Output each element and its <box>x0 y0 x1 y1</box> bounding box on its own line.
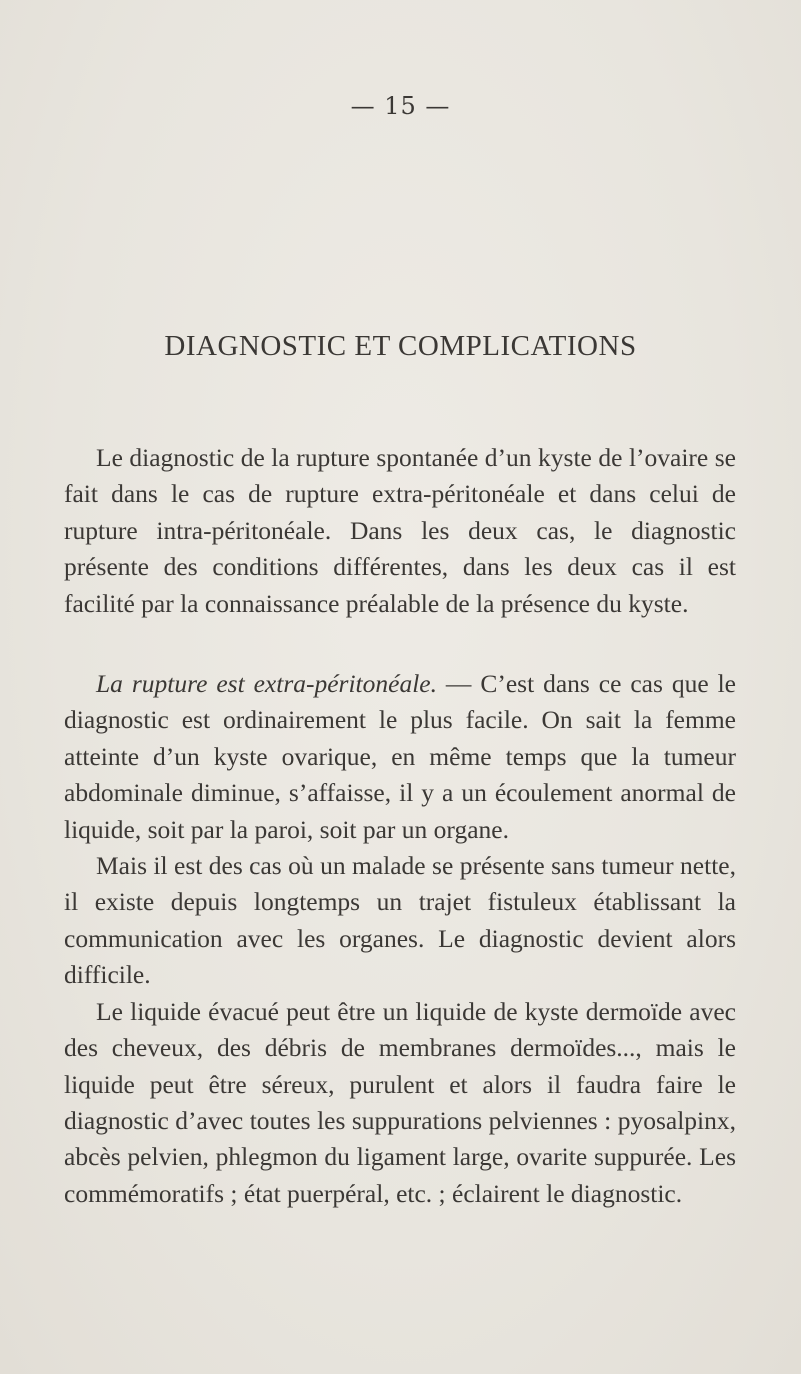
paragraph-intro: Le diagnostic de la rupture spontanée d’un kyste de l’ovaire se fait dans le cas de rupture extra-péritonéale et dans celui de rupture intra-péritonéale. Dans les deux cas, le diagnostic présente des conditions différentes, dans les deux cas il est facilité par la connaissance préalable de la présence du kyste. <box>64 443 736 618</box>
body-text <box>64 440 736 1212</box>
paragraph-fistula: Mais il est des cas où un malade se présente sans tumeur nette, il existe depuis longtemps un trajet fistuleux établissant la communication avec les organes. Le diagnostic devient alors difficile. <box>64 851 736 990</box>
page-number: — 15 — <box>350 92 451 120</box>
section-text: — C’est dans ce cas que le diagnostic est ordinairement le plus facile. On sait la femme atteinte d’un kyste ovarique, en même temps que la tumeur abdominale diminue, s’affaisse, il y a un écoulement anormal de liquide, soit par la paroi, soit par un organe. <box>64 669 736 844</box>
paragraph-extra-peritoneal <box>64 666 736 848</box>
chapter-heading: DIAGNOSTIC ET COMPLICATIONS <box>164 330 637 362</box>
paragraph-liquid: Le liquide évacué peut être un liquide de kyste dermoïde avec des cheveux, des débris de membranes dermoïdes..., mais le liquide peut être séreux, purulent et alors il faudra faire le diagnostic d’avec toutes les suppurations pelviennes : pyosalpinx, abcès pelvien, phlegmon du ligament large, ovarite suppurée. Les commémoratifs ; état puerpéral, etc. ; éclairent le diagnostic. <box>64 996 736 1208</box>
section-title: La rupture est extra-péritonéale. <box>96 669 437 699</box>
